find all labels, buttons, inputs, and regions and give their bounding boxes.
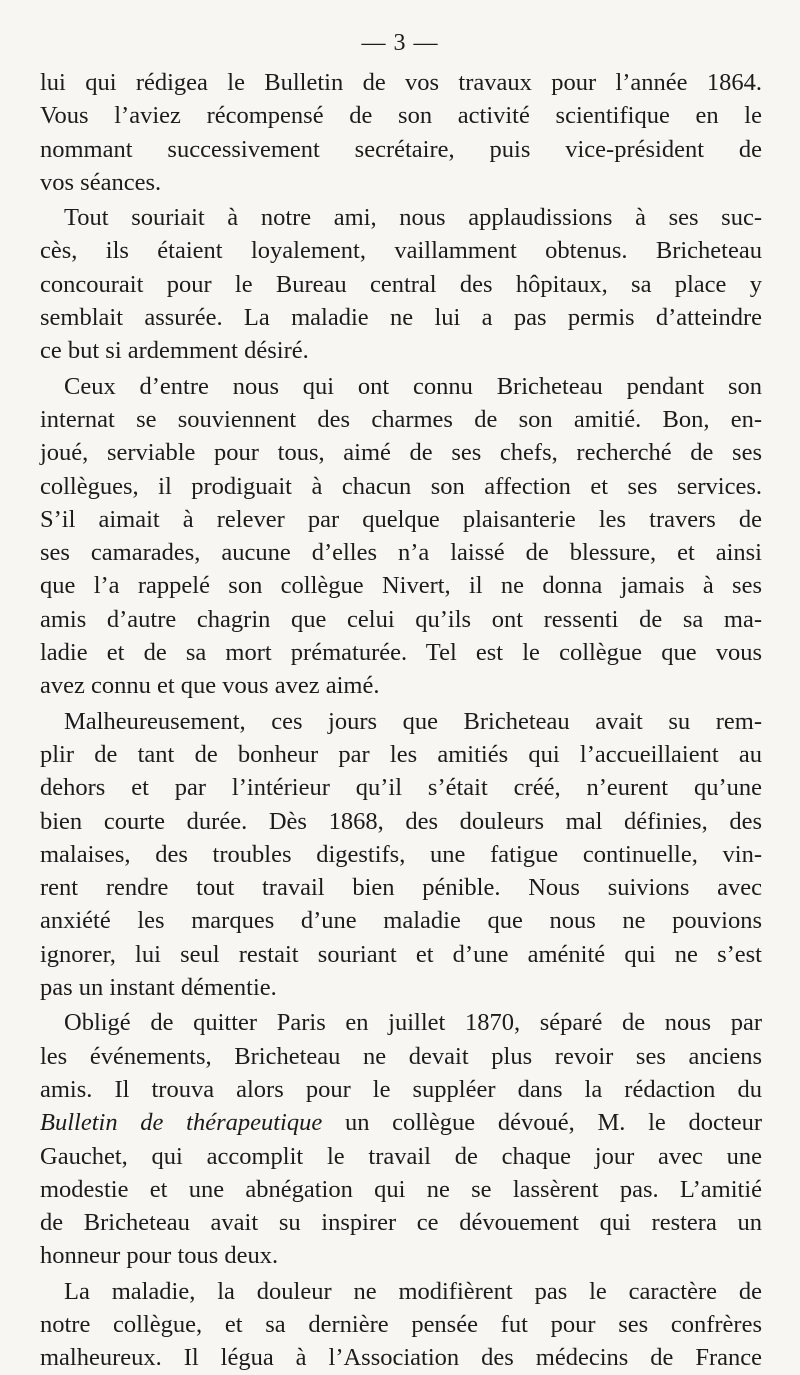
text-line: semblait assurée. La maladie ne lui a pas permis d’atteindre — [40, 304, 762, 332]
text-line: La maladie, la douleur ne modifièrent pas le caractère de — [64, 1277, 762, 1305]
page-number: — 3 — — [361, 30, 439, 56]
text-line: ses camarades, aucune d’elles n’a laissé de blessure, et ainsi — [40, 539, 762, 567]
text-line: que l’a rappelé son collègue Nivert, il ne donna jamais à ses — [40, 572, 762, 600]
paragraph-1 — [40, 66, 762, 199]
text-line: Tout souriait à notre ami, nous applaudissions à ses suc- — [64, 204, 762, 232]
text-line: Gauchet, qui accomplit le travail de chaque jour avec une — [40, 1142, 762, 1170]
text-line: notre collègue, et sa dernière pensée fut pour ses confrères — [40, 1310, 762, 1338]
text-line: Malheureusement, ces jours que Bricheteau avait su rem- — [64, 707, 762, 735]
paragraph-4 — [40, 705, 762, 1005]
text-line: concourait pour le Bureau central des hôpitaux, sa place y — [40, 270, 762, 298]
text-line: bien courte durée. Dès 1868, des douleurs mal définies, des — [40, 807, 762, 835]
text-line: honneur pour tous deux. — [40, 1242, 279, 1270]
text-line: S’il aimait à relever par quelque plaisanterie les travers de — [40, 505, 762, 533]
body-text — [40, 66, 762, 1375]
text-line: nommant successivement secrétaire, puis vice-président de — [40, 135, 762, 163]
text-line: avez connu et que vous avez aimé. — [40, 672, 380, 700]
paragraph-2 — [40, 201, 762, 367]
text-line-with-italic — [40, 1106, 762, 1139]
text-line: vos séances. — [40, 168, 162, 196]
text-line: ladie et de sa mort prématurée. Tel est le collègue que vous — [40, 639, 762, 667]
text-line: ce but si ardemment désiré. — [40, 337, 309, 365]
text-line: Vous l’aviez récompensé de son activité scientifique en le — [40, 102, 762, 130]
text-line: les événements, Bricheteau ne devait plus revoir ses anciens — [40, 1042, 762, 1070]
text-line: rent rendre tout travail bien pénible. Nous suivions avec — [40, 874, 762, 902]
text-line: modestie et une abnégation qui ne se lassèrent pas. L’amitié — [40, 1175, 762, 1203]
paragraph-3 — [40, 370, 762, 703]
paragraph-6 — [40, 1275, 762, 1375]
text-line: malheureux. Il légua à l’Association des médecins de France — [40, 1344, 762, 1372]
text-line: Obligé de quitter Paris en juillet 1870, séparé de nous par — [64, 1009, 762, 1037]
text-line: amis d’autre chagrin que celui qu’ils ont ressenti de sa ma- — [40, 605, 762, 633]
text-line: anxiété les marques d’une maladie que nous ne pouvions — [40, 907, 762, 935]
text-line: de Bricheteau avait su inspirer ce dévouement qui restera un — [40, 1209, 762, 1237]
text-line: lui qui rédigea le Bulletin de vos travaux pour l’année 1864. — [40, 69, 762, 96]
text-line: pas un instant démentie. — [40, 974, 277, 1002]
text-line: ignorer, lui seul restait souriant et d’une aménité qui ne s’est — [40, 940, 762, 968]
text-line: amis. Il trouva alors pour le suppléer dans la rédaction du — [40, 1075, 762, 1103]
text-line: joué, serviable pour tous, aimé de ses chefs, recherché de ses — [40, 439, 762, 467]
text-fragment: un collègue dévoué, M. le docteur — [322, 1109, 762, 1137]
text-line: Ceux d’entre nous qui ont connu Bricheteau pendant son — [64, 372, 762, 400]
text-line: internat se souviennent des charmes de son amitié. Bon, en- — [40, 405, 762, 433]
text-line: cès, ils étaient loyalement, vaillamment obtenus. Bricheteau — [40, 237, 762, 265]
text-line: plir de tant de bonheur par les amitiés qui l’accueillaient au — [40, 740, 762, 768]
italic-title: Bulletin de thérapeutique — [40, 1109, 323, 1137]
text-line: collègues, il prodiguait à chacun son affection et ses services. — [40, 472, 762, 500]
text-line: dehors et par l’intérieur qu’il s’était créé, n’eurent qu’une — [40, 774, 762, 802]
paragraph-5 — [40, 1006, 762, 1272]
text-line: malaises, des troubles digestifs, une fatigue continuelle, vin- — [40, 840, 762, 868]
